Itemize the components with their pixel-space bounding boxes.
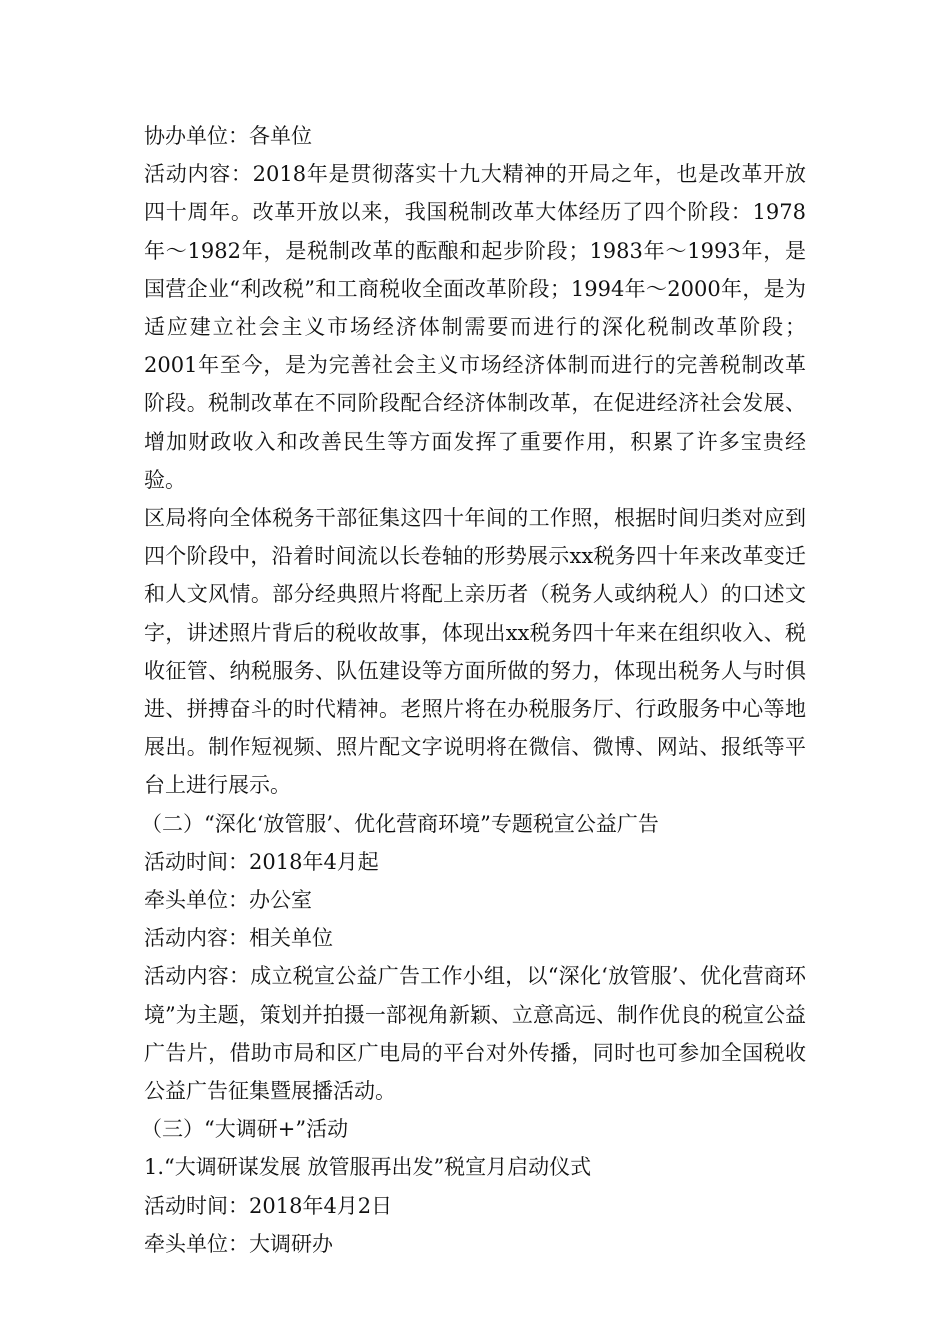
section-heading-2: （二）“深化‘放管服’、优化营商环境”专题税宣公益广告 [141, 811, 659, 836]
paragraph-photo-collection: 区局将向全体税务干部征集这四十年间的工作照，根据时间归类对应到四个阶段中，沿着时间流以长卷轴的形势展示xx税务四十年来改革变迁和人文风情。部分经典照片将配上亲历者（税务人或纳税人）的口述文字，讲述照片背后的税收故事，体现出xx税务四十年来在组织收入、税收征管、纳税服务、队伍建设等方面所做的努力，体现出税务人与时俱进、拼搏奋斗的时代精神。老照片将在办税服务厅、行政服务中心等地展出。制作短视频、照片配文字说明将在微信、微博、网站、报纸等平台上进行展示。 [144, 506, 806, 798]
paragraph-activity-content-reform: 活动内容：2018年是贯彻落实十九大精神的开局之年，也是改革开放四十周年。改革开放以来，我国税制改革大体经历了四个阶段：1978年～1982年，是税制改革的酝酿和起步阶段；1983年～1993年，是国营企业“利改税”和工商税收全面改革阶段；1994年～2000年，是为适应建立社会主义市场经济体制需要而进行的深化税制改革阶段；2001年至今，是为完善社会主义市场经济体制而进行的完善税制改革阶段。税制改革在不同阶段配合经济体制改革，在促进经济社会发展、增加财政收入和改善民生等方面发挥了重要作用，积累了许多宝贵经验。 [144, 162, 806, 492]
paragraph-co-organizer: 协办单位：各单位 [144, 124, 312, 148]
paragraph-activity-time-1: 活动时间：2018年4月起 [144, 849, 379, 874]
paragraph-activity-content-units: 活动内容：相关单位 [144, 926, 333, 951]
paragraph-lead-unit-1: 牵头单位：办公室 [144, 888, 312, 913]
section-heading-3: （三）“大调研+”活动 [141, 1117, 349, 1142]
subsection-heading-1: 1.“大调研谋发展 放管服再出发”税宣月启动仪式 [144, 1155, 592, 1180]
paragraph-lead-unit-2: 牵头单位：大调研办 [144, 1231, 333, 1256]
document-body [141, 117, 806, 1263]
paragraph-activity-time-2: 活动时间：2018年4月2日 [144, 1193, 393, 1218]
paragraph-activity-content-ad: 活动内容：成立税宣公益广告工作小组，以“深化‘放管服’、优化营商环境”为主题，策划并拍摄一部视角新颖、立意高远、制作优良的税宣公益广告片，借助市局和区广电局的平台对外传播，同时也可参加全国税收公益广告征集暨展播活动。 [144, 964, 806, 1104]
